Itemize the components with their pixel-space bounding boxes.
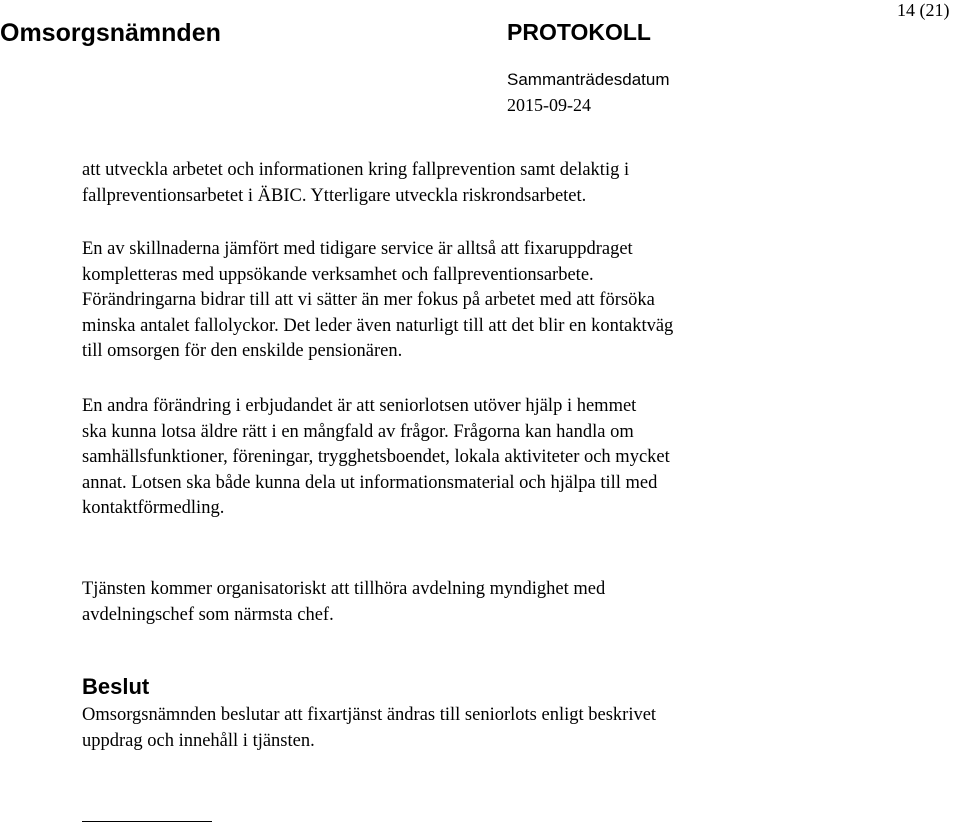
text-line: Tjänsten kommer organisatoriskt att tillhöra avdelning myndighet med [82,579,606,599]
text-line: kontaktförmedling. [82,498,225,518]
signature-line [82,821,212,822]
document-type: PROTOKOLL [507,19,651,45]
text-line: minska antalet fallolyckor. Det leder även naturligt till att det blir en kontaktväg [82,315,674,336]
paragraph-second-change [82,394,942,522]
text-line: till omsorgen för den enskilde pensionären. [82,341,403,361]
text-line: Förändringarna bidrar till att vi sätter än mer fokus på arbetet med att försöka [82,290,655,310]
text-line: att utveckla arbetet och informationen kring fallprevention samt delaktig i [82,160,630,180]
text-line: avdelningschef som närmsta chef. [82,604,334,625]
paragraph-organisation [82,577,942,628]
paragraph-decision [82,703,942,754]
text-line: fallpreventionsarbetet i ÄBIC. Ytterligare utveckla riskrondsarbetet. [82,185,587,206]
text-line: annat. Lotsen ska både kunna dela ut informationsmaterial och hjälpa till med [82,472,658,493]
meeting-date: 2015-09-24 [507,95,591,115]
text-line: Omsorgsnämnden beslutar att fixartjänst ändras till seniorlots enligt beskrivet [82,705,657,725]
page-number: 14 (21) [897,0,950,20]
organization-name: Omsorgsnämnden [0,19,221,47]
text-line: samhällsfunktioner, föreningar, trygghetsboendet, lokala aktiviteter och mycket [82,447,670,467]
text-line: kompletteras med uppsökande verksamhet och fallpreventionsarbete. [82,264,594,285]
meeting-date-label: Sammanträdesdatum [507,70,670,89]
text-line: uppdrag och innehåll i tjänsten. [82,730,315,751]
paragraph-fallprevention [82,158,942,209]
paragraph-differences [82,237,942,365]
text-line: En av skillnaderna jämfört med tidigare service är alltså att fixaruppdraget [82,239,633,259]
text-line: En andra förändring i erbjudandet är att seniorlotsen utöver hjälp i hemmet [82,396,637,416]
decision-heading: Beslut [82,674,150,699]
text-line: ska kunna lotsa äldre rätt i en mångfald av frågor. Frågorna kan handla om [82,421,634,442]
